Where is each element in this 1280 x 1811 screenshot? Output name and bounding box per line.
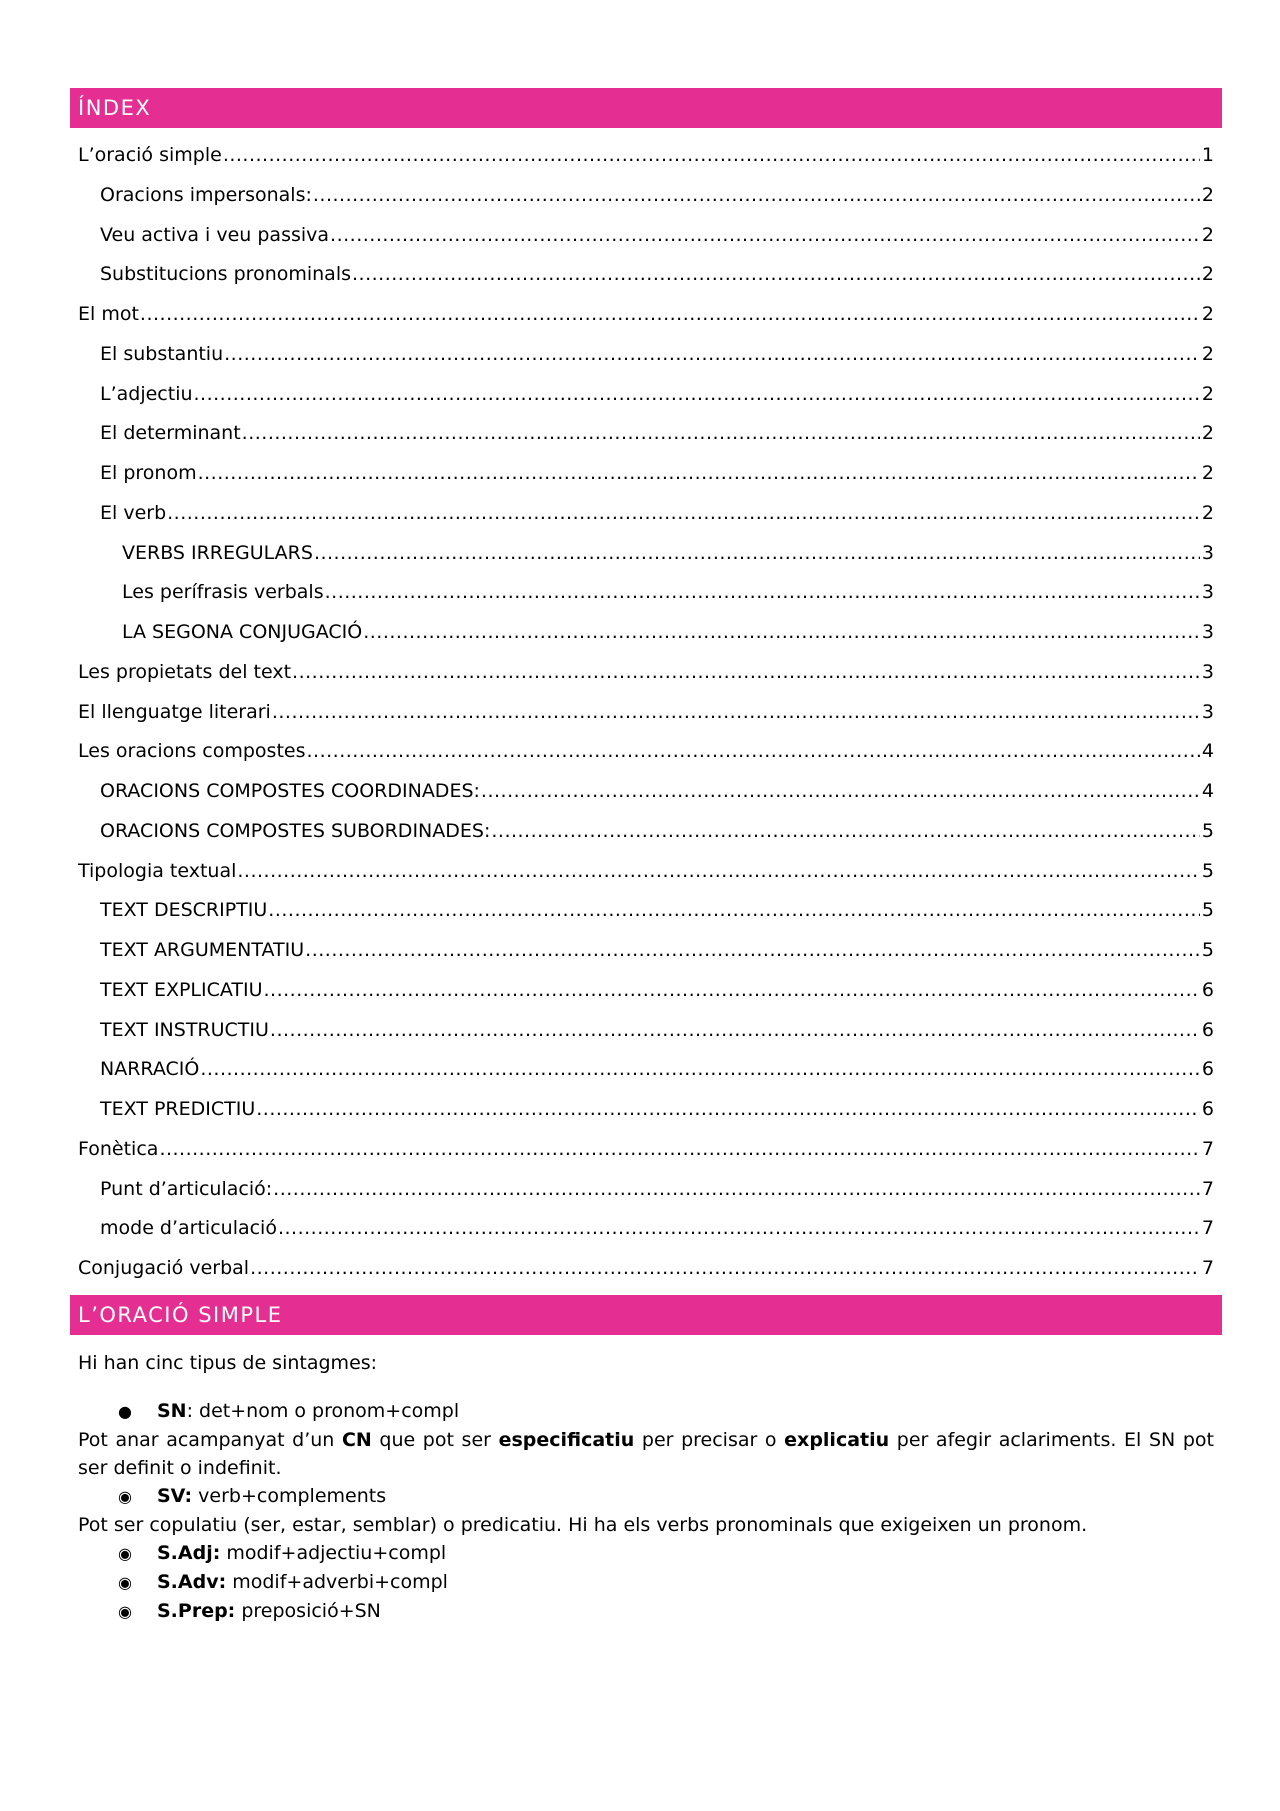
toc-entry-page: 7 (1201, 1177, 1214, 1200)
definition-sadj: modif+adjectiu+compl (220, 1541, 447, 1564)
text-run: per precisar o (634, 1428, 785, 1451)
toc-entry-page: 3 (1201, 700, 1214, 723)
toc-entry-page: 4 (1201, 740, 1214, 763)
toc-leader-dots (264, 971, 1200, 1011)
toc-leader-dots (140, 295, 1200, 335)
toc-entry-page: 3 (1201, 581, 1214, 604)
toc-entry[interactable] (70, 255, 1222, 295)
toc-entry[interactable] (70, 176, 1222, 216)
list-item (78, 1597, 1214, 1626)
toc-leader-dots (330, 216, 1200, 256)
toc-entry-page: 2 (1201, 422, 1214, 445)
text-run: que pot ser (371, 1428, 499, 1451)
toc-entry[interactable] (70, 971, 1222, 1011)
toc-leader-dots (313, 176, 1200, 216)
toc-entry-label: L’adjectiu (100, 382, 193, 405)
toc-entry[interactable] (70, 1050, 1222, 1090)
toc-leader-dots (272, 693, 1200, 733)
toc-entry-label: Punt d’articulació: (100, 1177, 273, 1200)
toc-leader-dots (292, 653, 1200, 693)
toc-entry-page: 2 (1201, 303, 1214, 325)
bullet-icon: ◉ (118, 1543, 132, 1563)
toc-entry-page: 2 (1201, 342, 1214, 365)
bullet-icon: ◉ (118, 1486, 132, 1506)
toc-entry-label: ORACIONS COMPOSTES SUBORDINADES: (100, 819, 491, 842)
toc-entry[interactable] (70, 693, 1222, 733)
table-of-contents (70, 136, 1222, 1289)
section-body (70, 1349, 1222, 1626)
toc-entry[interactable] (70, 414, 1222, 454)
sn-paragraph (78, 1426, 1214, 1482)
toc-leader-dots (194, 375, 1200, 415)
toc-entry[interactable] (70, 534, 1222, 574)
toc-entry-label: TEXT EXPLICATIU (100, 978, 263, 1001)
toc-entry[interactable] (70, 335, 1222, 375)
toc-entry-label: mode d’articulació (100, 1217, 277, 1240)
list-item (78, 1539, 1214, 1568)
toc-entry-label: Les oracions compostes (78, 740, 306, 763)
toc-entry[interactable] (70, 931, 1222, 971)
toc-entry-page: 2 (1201, 382, 1214, 405)
toc-entry-label: VERBS IRREGULARS (122, 541, 313, 564)
toc-entry[interactable] (70, 1209, 1222, 1249)
toc-entry-page: 5 (1201, 899, 1214, 922)
bullet-list-sv (78, 1482, 1214, 1511)
toc-entry[interactable] (70, 295, 1222, 335)
toc-entry-label: El llenguatge literari (78, 700, 271, 723)
toc-entry-page: 2 (1201, 183, 1214, 206)
list-item (78, 1482, 1214, 1511)
toc-entry-page: 2 (1201, 223, 1214, 246)
toc-entry-page: 6 (1201, 1098, 1214, 1120)
toc-entry-label: TEXT ARGUMENTATIU (100, 939, 305, 961)
toc-leader-dots (270, 1011, 1200, 1051)
toc-leader-dots (224, 335, 1200, 375)
toc-entry[interactable] (70, 494, 1222, 534)
toc-entry-label: El verb (100, 501, 167, 524)
term-sprep: S.Prep: (157, 1599, 236, 1622)
toc-entry-page: 6 (1201, 1018, 1214, 1041)
toc-entry-page: 5 (1201, 859, 1214, 882)
bullet-icon: ◉ (118, 1601, 132, 1621)
toc-leader-dots (278, 1209, 1200, 1249)
toc-leader-dots (250, 1249, 1200, 1289)
toc-entry-label: El pronom (100, 462, 197, 484)
toc-entry-label: El determinant (100, 422, 241, 445)
term-cn: CN (341, 1428, 372, 1451)
toc-leader-dots (223, 136, 1200, 176)
toc-entry-page: 6 (1201, 978, 1214, 1001)
bullet-list-sn (78, 1397, 1214, 1426)
toc-entry[interactable] (70, 852, 1222, 892)
toc-entry[interactable] (70, 613, 1222, 653)
toc-entry-label: NARRACIÓ (100, 1058, 200, 1081)
toc-entry-page: 5 (1201, 939, 1214, 961)
toc-entry-page: 7 (1201, 1257, 1214, 1279)
term-sv: SV: (157, 1484, 193, 1507)
toc-entry-page: 1 (1201, 144, 1214, 166)
toc-entry-page: 3 (1201, 541, 1214, 564)
sv-paragraph: Pot ser copulatiu (ser, estar, semblar) o predicatiu. Hi ha els verbs pronominals que exigeixen un pronom. (78, 1513, 1088, 1536)
toc-entry-label: Oracions impersonals: (100, 183, 312, 206)
intro-paragraph: Hi han cinc tipus de sintagmes: (78, 1351, 378, 1374)
toc-entry[interactable] (70, 653, 1222, 693)
toc-entry[interactable] (70, 573, 1222, 613)
toc-leader-dots (363, 613, 1200, 653)
toc-entry-label: TEXT PREDICTIU (100, 1098, 256, 1120)
toc-entry[interactable] (70, 136, 1222, 176)
toc-entry[interactable] (70, 732, 1222, 772)
toc-entry-label: TEXT DESCRIPTIU (100, 899, 268, 922)
bullet-icon: ● (118, 1401, 132, 1421)
text-run: Pot anar acampanyat d’un (78, 1428, 342, 1451)
document-page (70, 88, 1222, 1626)
toc-entry-label: Substitucions pronominals (100, 263, 352, 286)
definition-sn: : det+nom o pronom+compl (186, 1399, 460, 1422)
toc-leader-dots (273, 1170, 1200, 1210)
toc-entry-page: 2 (1201, 462, 1214, 484)
toc-leader-dots (268, 891, 1200, 931)
toc-entry[interactable] (70, 1170, 1222, 1210)
toc-entry-page: 2 (1201, 263, 1214, 286)
toc-entry[interactable] (70, 1011, 1222, 1051)
toc-entry-label: Fonètica (78, 1137, 159, 1160)
list-item (78, 1397, 1214, 1426)
toc-leader-dots (159, 1130, 1199, 1170)
toc-entry-label: Les propietats del text (78, 660, 292, 683)
toc-leader-dots (352, 255, 1200, 295)
toc-entry-page: 7 (1201, 1217, 1214, 1240)
index-heading: ÍNDEX (70, 88, 1222, 128)
toc-entry-label: Veu activa i veu passiva (100, 223, 330, 246)
definition-sadv: modif+adverbi+compl (226, 1570, 448, 1593)
toc-entry-page: 4 (1201, 780, 1214, 802)
toc-entry[interactable] (70, 812, 1222, 852)
toc-entry-label: Tipologia textual (78, 859, 237, 882)
toc-entry-label: TEXT INSTRUCTIU (100, 1018, 269, 1041)
toc-leader-dots (307, 732, 1200, 772)
toc-leader-dots (314, 534, 1200, 574)
toc-leader-dots (256, 1090, 1200, 1130)
term-especificatiu: especificatiu (498, 1428, 635, 1451)
toc-entry[interactable] (70, 454, 1222, 494)
toc-entry-label: Conjugació verbal (78, 1257, 250, 1279)
term-sadj: S.Adj: (157, 1541, 221, 1564)
toc-entry[interactable] (70, 375, 1222, 415)
definition-sv: verb+complements (192, 1484, 387, 1507)
toc-entry-label: El mot (78, 303, 139, 325)
term-explicatiu: explicatiu (784, 1428, 890, 1451)
toc-entry-label: ORACIONS COMPOSTES COORDINADES: (100, 780, 480, 802)
toc-leader-dots (242, 414, 1200, 454)
toc-entry-page: 3 (1201, 660, 1214, 683)
toc-entry-page: 7 (1201, 1137, 1214, 1160)
toc-entry[interactable] (70, 1249, 1222, 1289)
toc-entry-page: 2 (1201, 501, 1214, 524)
bullet-icon: ◉ (118, 1572, 132, 1592)
toc-entry[interactable] (70, 891, 1222, 931)
toc-entry-label: LA SEGONA CONJUGACIÓ (122, 621, 363, 643)
bullet-list-other (78, 1539, 1214, 1626)
toc-entry-label: L’oració simple (78, 144, 222, 166)
section-heading: L’ORACIÓ SIMPLE (70, 1295, 1222, 1335)
text-run: per afegir aclariments. El SN pot ser definit o indefinit. (78, 1428, 1214, 1479)
toc-entry-page: 3 (1201, 621, 1214, 643)
term-sn: SN (157, 1399, 187, 1422)
toc-entry-page: 5 (1201, 819, 1214, 842)
toc-entry-label: El substantiu (100, 342, 224, 365)
toc-entry[interactable] (70, 216, 1222, 256)
toc-leader-dots (481, 772, 1200, 812)
toc-leader-dots (325, 573, 1200, 613)
toc-entry[interactable] (70, 1130, 1222, 1170)
term-sadv: S.Adv: (157, 1570, 227, 1593)
toc-leader-dots (200, 1050, 1200, 1090)
toc-entry-label: Les perífrasis verbals (122, 581, 324, 604)
toc-entry[interactable] (70, 772, 1222, 812)
list-item (78, 1568, 1214, 1597)
toc-entry[interactable] (70, 1090, 1222, 1130)
toc-entry-page: 6 (1201, 1058, 1214, 1081)
toc-leader-dots (491, 812, 1200, 852)
toc-leader-dots (237, 852, 1200, 892)
definition-sprep: preposició+SN (235, 1599, 381, 1622)
toc-leader-dots (167, 494, 1200, 534)
toc-leader-dots (198, 454, 1200, 494)
toc-leader-dots (305, 931, 1200, 971)
